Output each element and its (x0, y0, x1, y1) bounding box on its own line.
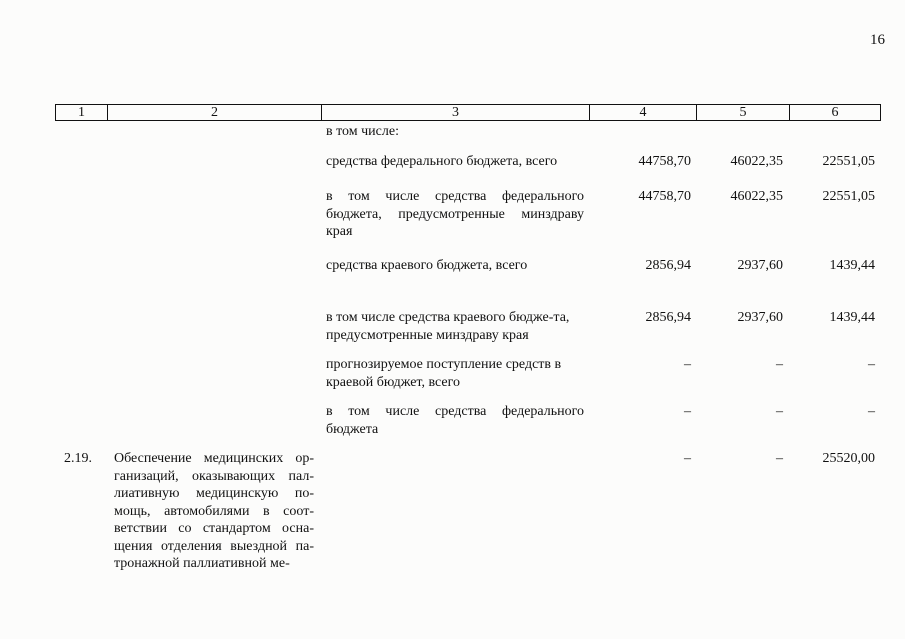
cell-col-6: 22551,05 (822, 189, 875, 204)
cell-col-6: – (868, 404, 875, 419)
row-description: средства федерального бюджета, всего (326, 154, 558, 169)
header-col-6: 6 (831, 105, 839, 120)
cell-col-4: – (684, 357, 691, 372)
page-number: 16 (870, 32, 885, 48)
header-col-5: 5 (697, 105, 790, 120)
row-description: средства краевого бюджета, всего (326, 258, 528, 273)
cell-col-5: 46022,35 (730, 154, 783, 169)
cell-col-4: 2856,94 (645, 258, 691, 273)
row-description: в том числе: (326, 124, 399, 139)
header-col-2: 2 (108, 105, 322, 120)
cell-col-5: 2937,60 (737, 258, 783, 273)
header-col-4: 4 (590, 105, 697, 120)
cell-col-4: 44758,70 (638, 154, 691, 169)
cell-col-6: 25520,00 (822, 451, 875, 466)
cell-col-5: – (776, 357, 783, 372)
row-description: прогнозируемое поступление средств в краевой бюджет, всего (326, 357, 562, 390)
cell-col-4: 44758,70 (638, 189, 691, 204)
row-description: в том числе средства краевого бюдже-та, предусмотренные минздраву края (326, 310, 570, 343)
cell-col-4: 2856,94 (645, 310, 691, 325)
row-description: в том числе средства федерального бюджета (326, 404, 584, 437)
table-header (55, 104, 881, 121)
cell-col-5: 46022,35 (730, 189, 783, 204)
cell-col-6: – (868, 357, 875, 372)
cell-col-4: – (684, 451, 691, 466)
cell-col-6: 22551,05 (822, 154, 875, 169)
header-col-1: 1 (56, 105, 108, 120)
row-description: в том числе средства федерального бюджета, предусмотренные минздраву края (326, 189, 584, 239)
cell-col-5: – (776, 404, 783, 419)
cell-col-5: – (776, 451, 783, 466)
cell-col-4: – (684, 404, 691, 419)
item-number: 2.19. (64, 451, 92, 466)
item-title: Обеспечение медицинских ор-ганизаций, оказывающих пал-лиативную медицинскую по-мощь, автомобилями в соот-ветствии со стандартом осна-щения отделения выездной па-тронажной паллиативной ме- (114, 451, 314, 571)
cell-col-6: 1439,44 (829, 258, 875, 273)
cell-col-5: 2937,60 (737, 310, 783, 325)
cell-col-6: 1439,44 (829, 310, 875, 325)
header-col-3: 3 (322, 105, 590, 120)
